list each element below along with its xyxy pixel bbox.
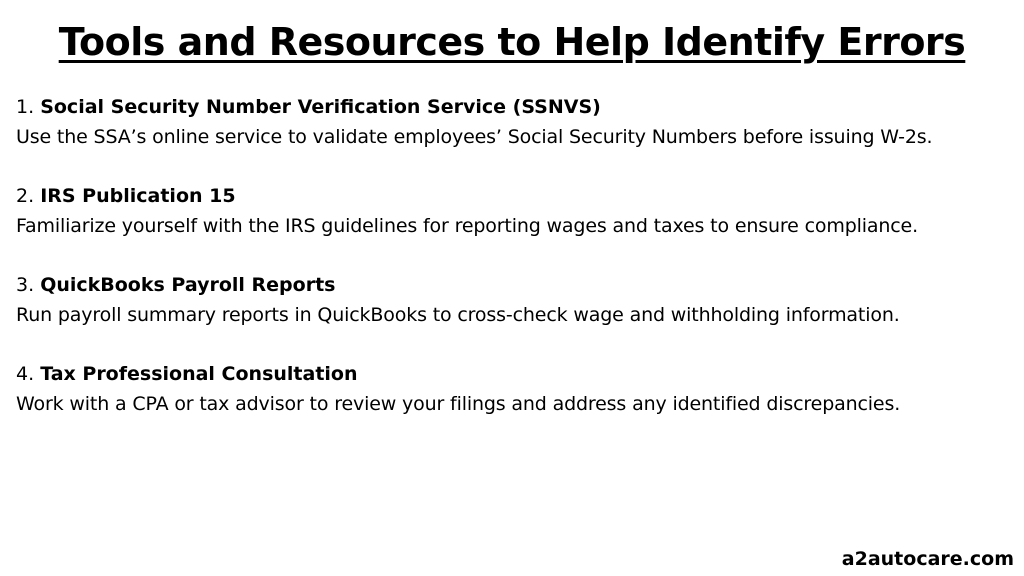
footer-website: a2autocare.com: [841, 548, 1014, 570]
item-name: IRS Publication 15: [40, 185, 236, 207]
list-item: [16, 92, 1006, 152]
item-name: Social Security Number Verification Service (SSNVS): [40, 96, 601, 118]
item-description: Use the SSA’s online service to validate employees’ Social Security Numbers before issuing W-2s.: [16, 126, 933, 148]
list-item: [16, 359, 1006, 419]
resource-list: [16, 92, 1006, 448]
item-description: Work with a CPA or tax advisor to review your filings and address any identified discrepancies.: [16, 393, 901, 415]
item-description: Run payroll summary reports in QuickBooks to cross-check wage and withholding information.: [16, 304, 900, 326]
item-heading: [16, 181, 1006, 211]
list-item: [16, 270, 1006, 330]
item-number: 4.: [16, 363, 35, 385]
list-item: [16, 181, 1006, 241]
item-number: 1.: [16, 96, 35, 118]
item-heading: [16, 359, 1006, 389]
item-number: 2.: [16, 185, 35, 207]
item-heading: [16, 92, 1006, 122]
page-title: Tools and Resources to Help Identify Errors: [58, 20, 966, 64]
item-heading: [16, 270, 1006, 300]
item-number: 3.: [16, 274, 35, 296]
item-name: QuickBooks Payroll Reports: [40, 274, 336, 296]
item-description: Familiarize yourself with the IRS guidelines for reporting wages and taxes to ensure compliance.: [16, 215, 918, 237]
item-name: Tax Professional Consultation: [40, 363, 358, 385]
